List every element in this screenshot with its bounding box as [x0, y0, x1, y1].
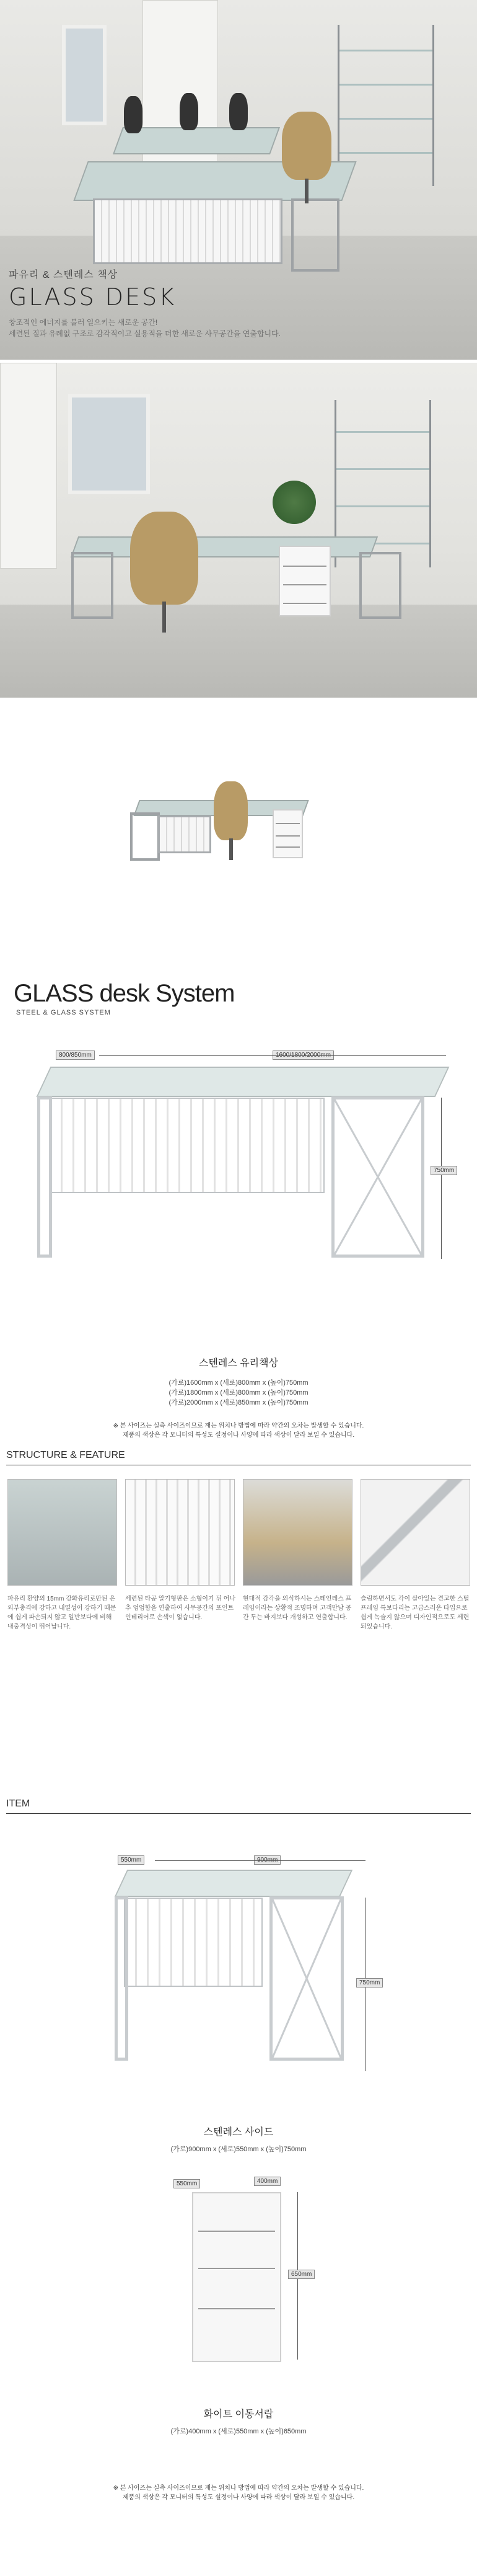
- steel-frame-leg: [291, 198, 339, 272]
- system-title: GLASS desk System: [14, 980, 235, 1007]
- steel-frame-leg: [71, 552, 113, 619]
- glass-desk-top: [71, 536, 378, 557]
- item-heading: ITEM: [6, 1798, 30, 1809]
- dim-line: [441, 1098, 442, 1259]
- dim-height: 650mm: [288, 2270, 315, 2279]
- product-name-cabinet: 화이트 이동서랍: [203, 2409, 274, 2420]
- hero-subtitle: 파유리 & 스텐레스 책상: [9, 270, 118, 280]
- slatted-panel: [50, 1098, 325, 1193]
- dim-height: 750mm: [431, 1166, 457, 1175]
- product-name-desk: 스텐레스 유리책상: [198, 1358, 279, 1369]
- mobile-cabinet: [273, 809, 303, 858]
- feature-image-steel-frame: [361, 1479, 470, 1586]
- plant: [273, 481, 316, 524]
- spec-line: (가로)1800mm x (세로)800mm x (높이)750mm: [168, 1389, 309, 1397]
- dim-line: [155, 1860, 365, 1861]
- feature-text: 세련된 타공 알기형판은 소형이기 뒤 어나 추 엄엄함을 연출하여 사무공간의 포인트 인테리어로 손색이 없습니다.: [125, 1596, 236, 1621]
- executive-chair: [282, 112, 331, 180]
- dim-depth: 550mm: [173, 2179, 200, 2188]
- x-brace: [273, 1899, 341, 2058]
- feature-text: 슬림하면서도 각이 살아있는 견고한 스틸프레임 특보다리는 고급스러운 타입으로 쉽게 녹슬지 않으며 디자인적으로도 세련 되었습니다.: [361, 1596, 470, 1630]
- dim-width: 400mm: [254, 2177, 281, 2186]
- slatted-modesty-panel: [93, 198, 282, 264]
- steel-frame-leg: [37, 1096, 52, 1258]
- glass-top: [115, 1870, 353, 1897]
- chair-stem: [229, 838, 233, 860]
- hero-text: [9, 267, 281, 339]
- slatted-panel: [124, 1898, 263, 1987]
- notice-line: 제품의 색상은 각 모니터의 특성도 설정이나 사양에 따라 색상이 달라 보일 수 있습니다.: [122, 1432, 355, 1439]
- hero-photo-desk: [0, 363, 477, 698]
- cabinet-spec: (가로)400mm x (세로)550mm x (높이)650mm: [170, 2428, 307, 2435]
- dim-width: 1600/1800/2000mm: [273, 1050, 334, 1060]
- window: [68, 394, 150, 494]
- meeting-chair: [180, 93, 198, 130]
- steel-frame-leg: [130, 812, 160, 861]
- notice-1: [0, 1421, 477, 1440]
- side-dimension-drawing: [105, 1854, 390, 2115]
- desk-spec-list: [0, 1378, 477, 1408]
- feature-glass: [7, 1479, 119, 1632]
- mobile-cabinet: [279, 546, 331, 616]
- notice-line: ※ 본 사이즈는 실측 사이즈이므로 재는 위치나 방법에 따라 약간의 오차는 발생할 수 있습니다.: [113, 2485, 364, 2492]
- feature-image-chair-desk: [243, 1479, 352, 1586]
- feature-steel: [361, 1479, 472, 1632]
- feature-image-slat-panel: [125, 1479, 235, 1586]
- spec-line: (가로)2000mm x (세로)850mm x (높이)750mm: [168, 1399, 309, 1406]
- feature-panel: [125, 1479, 237, 1622]
- cabinet-dimension-drawing: [167, 2177, 328, 2381]
- executive-chair: [214, 781, 248, 840]
- mobile-cabinet: [192, 2192, 281, 2362]
- window: [62, 25, 107, 125]
- notice-2: [0, 2484, 477, 2502]
- system-subtitle: STEEL & GLASS SYSTEM: [16, 1009, 111, 1016]
- notice-line: 제품의 색상은 각 모니터의 특성도 설정이나 사양에 따라 색상이 달라 보일 수 있습니다.: [122, 2494, 355, 2501]
- dim-depth: 550mm: [118, 1855, 144, 1865]
- desk-dimension-drawing: [25, 1048, 458, 1321]
- product-name-side: 스텐레스 사이드: [203, 2127, 274, 2138]
- dim-depth: 800/850mm: [56, 1050, 95, 1060]
- product-overview-image: [124, 781, 328, 905]
- executive-chair: [130, 512, 198, 605]
- hero-description: 창조적인 에너지를 불러 일으키는 새로운 공간! 세련된 질과 유례없 구조로 감각적이고 실용적을 더한 새로운 사무공간을 연출합니다.: [9, 318, 281, 338]
- dim-line: [99, 1055, 446, 1056]
- hero-title: GLASS DESK: [9, 283, 177, 311]
- chair-stem: [162, 602, 166, 633]
- chair-stem: [305, 179, 309, 203]
- side-spec: (가로)900mm x (세로)550mm x (높이)750mm: [170, 2146, 307, 2153]
- feature-text: 현대적 감각을 의식하시는 스테인레스 프레임이라는 상황적 조명하며 고객만남 공간 두는 바지보다 개성하고 연출합니다.: [243, 1596, 352, 1621]
- notice-line: ※ 본 사이즈는 실측 사이즈이므로 재는 위치나 방법에 따라 약간의 오차는 발생할 수 있습니다.: [113, 1423, 364, 1429]
- dim-height: 750mm: [356, 1978, 383, 1988]
- hero-photo-office: [0, 0, 477, 360]
- glass-top: [37, 1067, 450, 1097]
- steel-frame-leg: [115, 1896, 128, 2061]
- x-brace: [335, 1099, 421, 1255]
- feature-frame: [243, 1479, 354, 1622]
- slatted-modesty-panel: [158, 815, 211, 853]
- wall-panel: [0, 363, 57, 569]
- dim-width: 900mm: [254, 1855, 281, 1865]
- feature-image-glass-top: [7, 1479, 117, 1586]
- section-divider: [6, 1813, 471, 1814]
- spec-line: (가로)1600mm x (세로)800mm x (높이)750mm: [168, 1379, 309, 1387]
- structure-heading: STRUCTURE & FEATURE: [6, 1450, 125, 1460]
- meeting-chair: [229, 93, 248, 130]
- steel-frame-leg: [359, 552, 401, 619]
- meeting-chair: [124, 96, 142, 133]
- feature-text: 파유리 환양의 15mm 강화유리로만된 은 외부충격에 강하고 내열성이 강하기 때문에 쉽게 파손되지 않고 일반보다에 비해 내충격성이 뛰어납니다.: [7, 1596, 116, 1630]
